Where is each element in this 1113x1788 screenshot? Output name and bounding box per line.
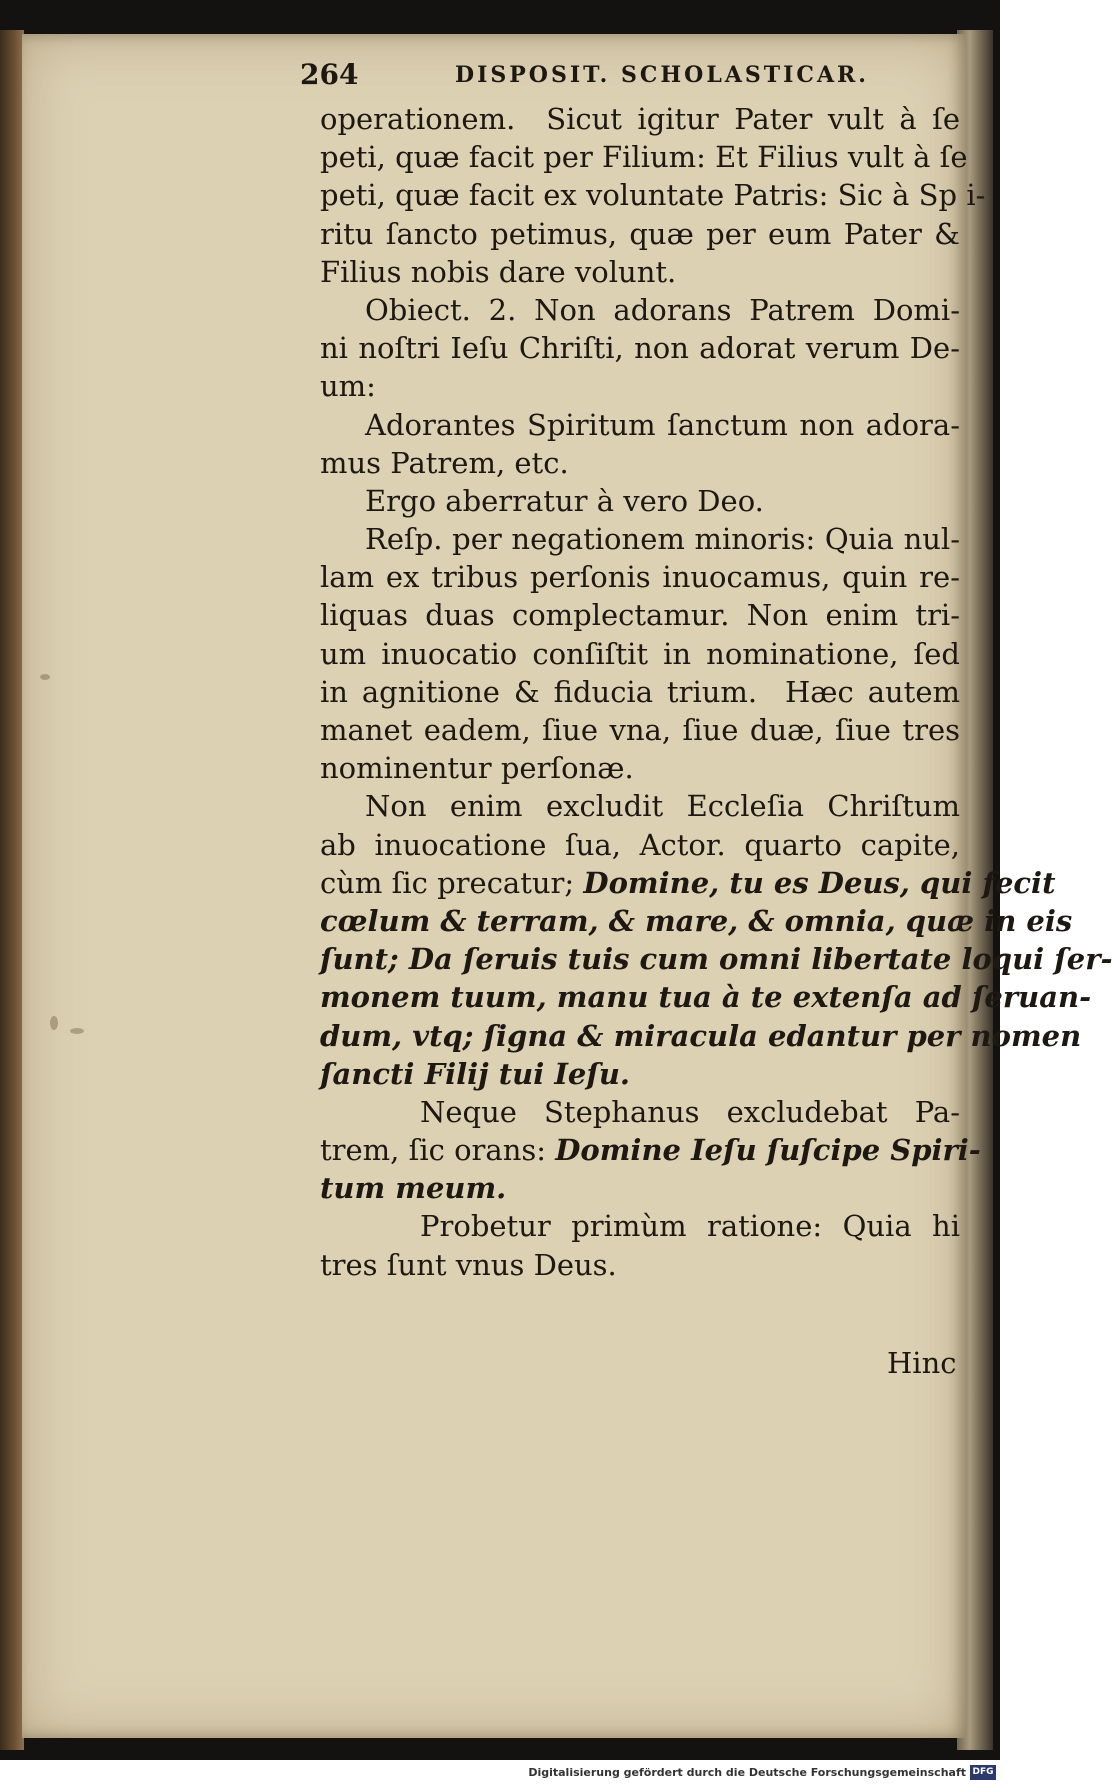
text-line [320,1093,960,1131]
text-line [320,1055,960,1093]
body-text [320,100,1113,1284]
running-head: DISPOSIT. SCHOLASTICAR. [455,62,869,88]
catchword: Hinc [887,1346,957,1380]
text-segment: ni noſtri Ieſu Chriſti, non adorat verum De- [320,331,960,366]
text-segment: trem, ſic orans: [320,1133,556,1168]
text-segment-italic: Domine, tu es Deus, qui fecit [583,865,1056,900]
text-line [320,1207,960,1245]
text-segment: tres ſunt vnus Deus. [320,1247,617,1282]
ink-stain [40,674,50,680]
text-line [320,1017,1082,1055]
text-line [320,100,960,138]
text-line [320,596,960,634]
text-segment: um: [320,369,376,404]
text-segment: Probetur primùm ratione: Quia hi [420,1209,960,1244]
funding-credit: Digitalisierung gefördert durch die Deutsche Forschungsgemeinschaft [528,1766,966,1779]
text-line [320,406,960,444]
text-line [320,558,960,596]
text-segment: lam ex tribus perſonis inuocamus, quin re- [320,560,960,595]
text-segment: nominentur perſonæ. [320,751,634,786]
text-line [320,787,960,825]
text-line [320,291,960,329]
text-line [320,864,1056,902]
text-line [320,367,960,405]
text-segment: Obiect. 2. Non adorans Patrem Domi- [365,292,960,327]
text-segment: liquas duas complectamur. Non enim tri- [320,598,960,633]
text-segment: Non enim excludit Eccleſia Chriſtum [365,789,960,824]
text-segment: ritu ſancto petimus, quæ per eum Pater & [320,216,960,251]
text-line [320,1169,960,1207]
text-segment: peti, quæ facit ex voluntate Patris: Sic à Sp i- [320,178,986,213]
text-line [320,711,960,749]
text-segment: Ergo aberratur à vero Deo. [365,483,764,518]
text-line [320,978,1092,1016]
text-segment-italic: ſancti Filij tui Ieſu. [320,1056,631,1091]
text-line [320,826,960,864]
text-segment: um inuocatio conſiſtit in nominatione, ſed [320,636,960,671]
text-line [320,444,960,482]
text-line [320,176,986,214]
text-segment-italic: tum meum. [320,1171,507,1206]
text-segment-italic: ſunt; Da ſeruis tuis cum omni libertate loqui ſer- [320,942,1113,977]
text-segment: Neque Stephanus excludebat Pa- [420,1094,960,1129]
text-line [320,253,960,291]
text-segment-italic: Domine Ieſu ſuſcipe Spiri- [555,1133,981,1168]
text-line [320,1131,981,1169]
text-segment: cùm ſic precatur; [320,865,584,900]
text-segment-italic: monem tuum, manu tua à te extenſa ad ſeruan- [320,980,1092,1015]
text-line [320,749,960,787]
page-header [300,58,960,98]
ink-stain [50,1016,58,1030]
text-line [320,138,968,176]
text-segment: Adorantes Spiritum ſanctum non adora- [365,407,960,442]
text-segment-italic: cœlum & terram, & mare, & omnia, quæ in eis [320,903,1073,938]
text-segment: Reſp. per negationem minoris: Quia nul- [365,522,960,557]
text-line [320,940,1113,978]
text-segment: Filius nobis dare volunt. [320,254,677,289]
dfg-logo: DFG [970,1765,996,1780]
ink-stain [70,1028,84,1034]
digitization-footer [0,1760,1000,1788]
text-segment: manet eadem, ſiue vna, ſiue duæ, ſiue tres [320,713,960,747]
text-line [320,1246,960,1284]
text-segment: peti, quæ facit per Filium: Et Filius vult à ſe [320,140,968,175]
text-line [320,329,960,367]
text-line [320,902,1073,940]
text-line [320,215,960,253]
text-line [320,520,960,558]
text-segment: in agnitione & fiducia trium. Hæc autem [320,674,960,709]
text-segment: mus Patrem, etc. [320,445,569,480]
page-number: 264 [300,58,359,91]
text-segment: operationem. Sicut igitur Pater vult à ſe [320,102,960,136]
text-line [320,635,960,673]
text-line [320,482,960,520]
text-segment: ab inuocatione ſua, Actor. quarto capite, [320,827,960,862]
text-segment-italic: dum, vtq; ſigna & miracula edantur per nomen [320,1018,1082,1053]
text-line [320,673,960,711]
book-spine [0,30,24,1750]
